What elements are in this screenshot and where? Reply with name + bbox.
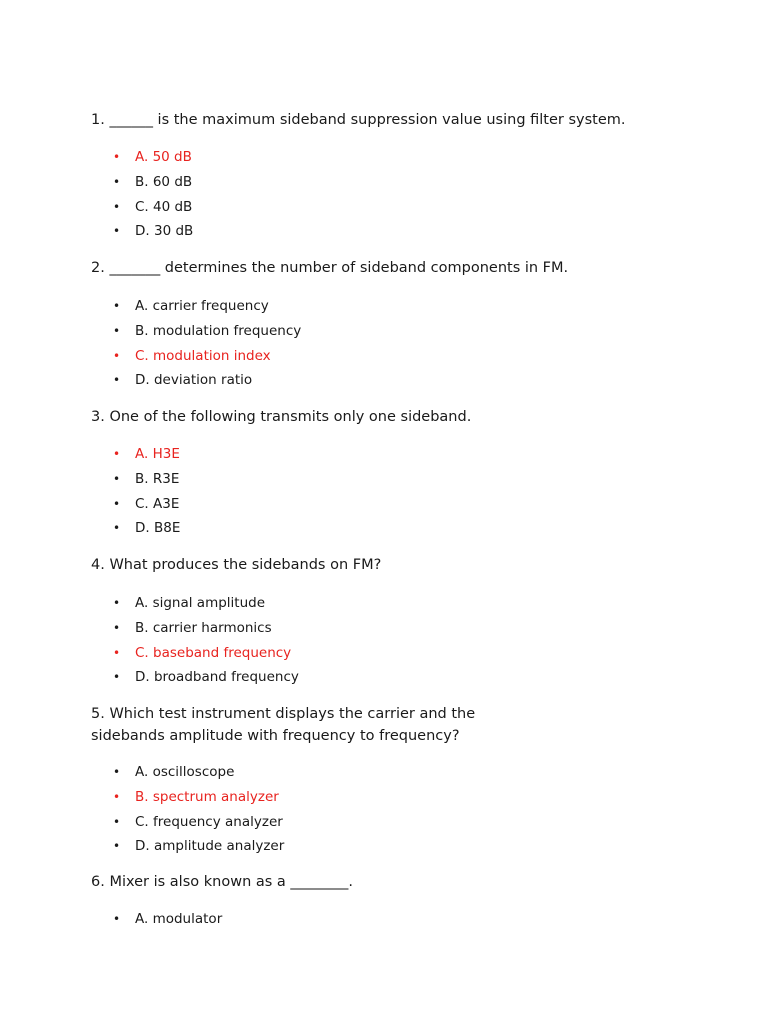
bullet-icon: • bbox=[113, 199, 121, 214]
bullet-icon: • bbox=[113, 789, 121, 804]
question-5-text: 5. Which test instrument displays the carrier and the sidebands amplitude with frequency to frequency? bbox=[91, 706, 476, 744]
bullet-icon: • bbox=[113, 839, 121, 854]
bullet-icon: • bbox=[113, 670, 121, 685]
question-1-text: 1. ______ is the maximum sideband suppression value using filter system. bbox=[91, 112, 626, 128]
question-3-text: 3. One of the following transmits only one sideband. bbox=[91, 409, 472, 425]
document-page: 1. ______ is the maximum sideband suppression value using filter system. • A. 50 dB • B. 60 dB • C. 40 dB • D. 30 dB 2. _______ determines the number of sideband components in FM. • A. carrier frequency • B. modulation frequency • C. modulation index • D. deviation ratio 3. One of the following transmits only one sideband. • A. H3E • B. R3E • C. A3E • D. B8E 4. What produces the sidebands on FM? • A. signal amplitude • B. carrier harmonics • C. baseband frequency • D. broadband frequency 5. Which test instrument displays the carrier and the sidebands amplitude with frequency to frequency? • A. oscilloscope • B. spectrum analyzer • C. frequency analyzer • D. amplitude analyzer 6. Mixer is also known as a ________. • A. modulator bbox=[0, 0, 768, 1024]
bullet-icon: • bbox=[113, 496, 121, 511]
bullet-icon: • bbox=[113, 323, 121, 338]
bullet-icon: • bbox=[113, 620, 121, 635]
bullet-icon: • bbox=[113, 596, 121, 610]
bullet-icon: • bbox=[113, 348, 121, 363]
bullet-icon: • bbox=[113, 224, 121, 239]
bullet-icon: • bbox=[113, 814, 121, 829]
bullet-icon: • bbox=[113, 299, 121, 313]
question-6-text: 6. Mixer is also known as a ________. bbox=[91, 874, 354, 890]
bullet-icon: • bbox=[113, 447, 121, 461]
bullet-icon: • bbox=[113, 174, 121, 189]
bullet-icon: • bbox=[113, 373, 121, 388]
bullet-icon: • bbox=[113, 150, 121, 164]
question-2-text: 2. _______ determines the number of sideband components in FM. bbox=[91, 260, 569, 276]
bullet-icon: • bbox=[113, 765, 121, 779]
bullet-icon: • bbox=[113, 521, 121, 536]
bullet-icon: • bbox=[113, 912, 121, 926]
bullet-icon: • bbox=[113, 471, 121, 486]
bullet-icon: • bbox=[113, 645, 121, 660]
question-4-text: 4. What produces the sidebands on FM? bbox=[91, 557, 382, 573]
